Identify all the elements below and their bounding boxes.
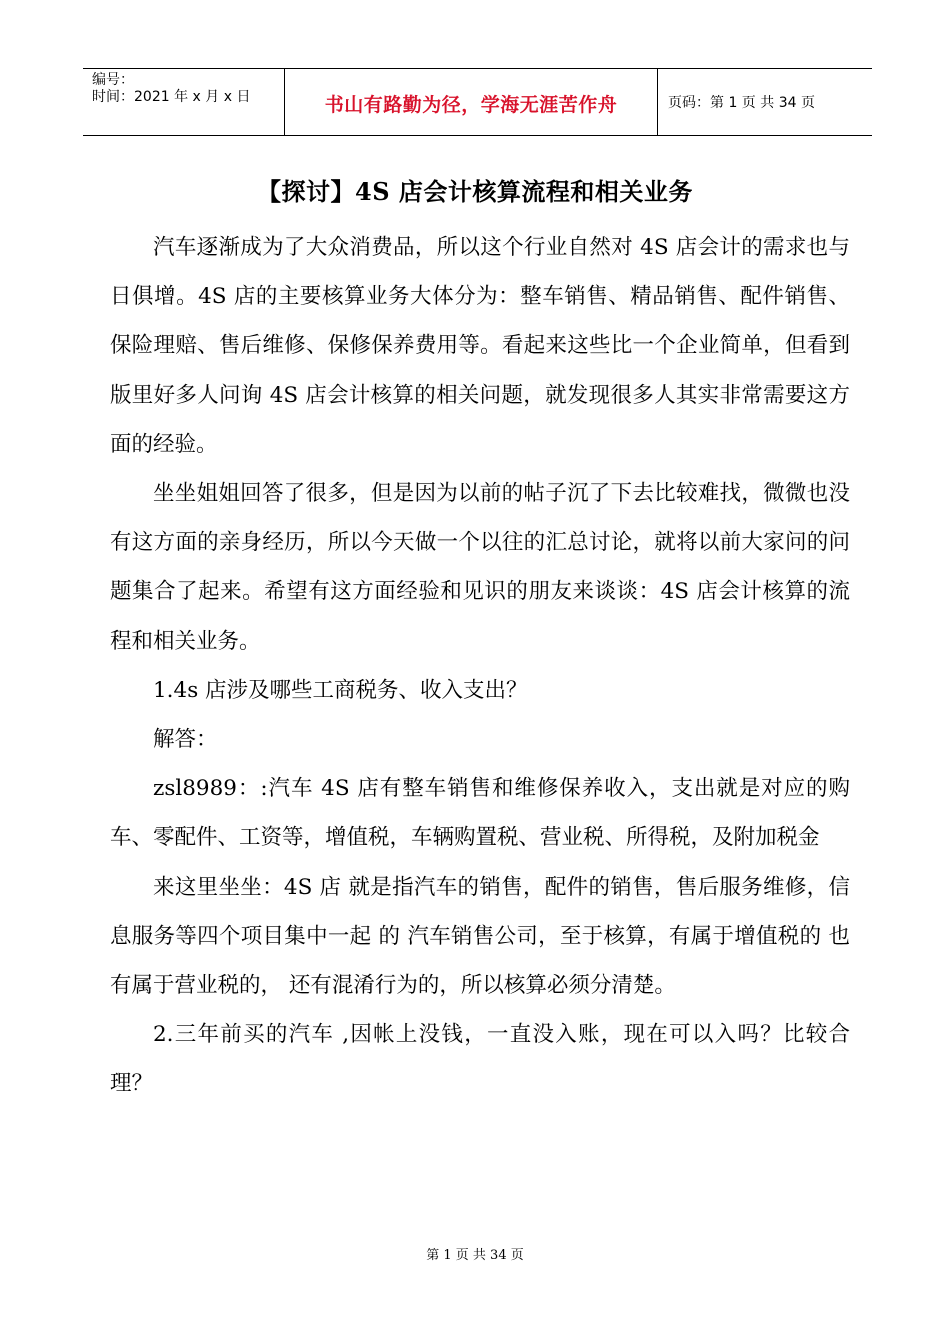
header-motto: 书山有路勤为径，学海无涯苦作舟 [324,93,618,116]
header-meta-cell [83,69,284,135]
answer-laizhelizuozuo: 来这里坐坐：4S 店 就是指汽车的销售，配件的销售，售后服务维修，信息服务等四个项目集中一起 的 汽车销售公司，至于核算，有属于增值税的 也有属于营业税的， 还有混淆行为的，所以核算必须分清楚。 [110,874,850,999]
document-time-label: 时间：2021 年 x 月 x 日 [92,89,251,105]
page-footer: 第 1 页 共 34 页 [426,1248,524,1263]
document-number-label: 编号： [92,72,134,88]
answer-zsl8989: zsl8989：:汽车 4S 店有整车销售和维修保养收入，支出就是对应的购车、零配件、工资等，增值税，车辆购置税、营业税、所得税，及附加税金 [110,776,850,851]
page-header [83,68,872,136]
paragraph-summary: 坐坐姐姐回答了很多，但是因为以前的帖子沉了下去比较难找，微微也没有这方面的亲身经历，所以今天做一个以往的汇总讨论，就将以前大家问的问题集合了起来。希望有这方面经验和见识的朋友来谈谈：4S 店会计核算的流程和相关业务。 [110,481,850,654]
paragraph-intro: 汽车逐渐成为了大众消费品，所以这个行业自然对 4S 店会计的需求也与日俱增。4S 店的主要核算业务大体分为：整车销售、精品销售、配件销售、保险理赔、售后维修、保修保养费用等。看起来这些比一个企业简单，但看到版里好多人问询 4S 店会计核算的相关问题，就发现很多人其实非常需要这方面的经验。 [110,235,850,457]
question-1: 1.4s 店涉及哪些工商税务、收入支出？ [153,677,528,703]
answer-label: 解答： [153,727,218,753]
header-motto-cell [284,69,658,135]
question-2: 2.三年前买的汽车 ,因帐上没钱，一直没入账，现在可以入吗？比较合理？ [110,1022,850,1097]
header-page-cell [658,69,872,135]
document-body [110,223,850,1109]
document-title: 【探讨】4S 店会计核算流程和相关业务 [257,177,693,206]
header-page-info: 页码：第 1 页 共 34 页 [668,95,815,111]
